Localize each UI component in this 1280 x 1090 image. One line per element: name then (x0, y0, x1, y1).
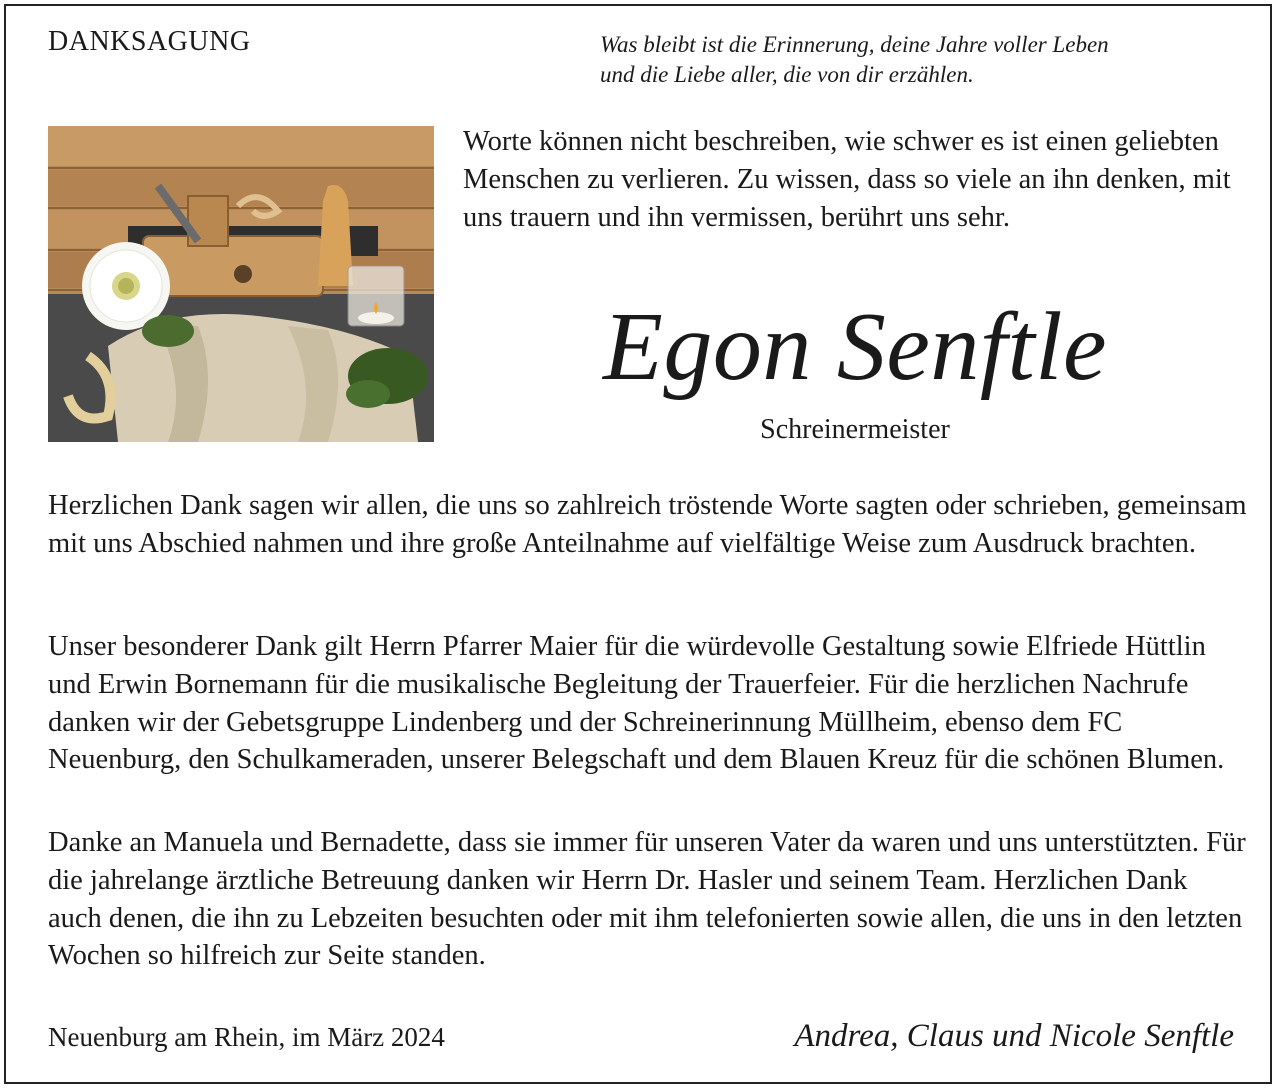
memorial-photo (48, 126, 434, 442)
thanks-paragraph-1: Herzlichen Dank sagen wir allen, die uns so zahlreich tröstende Worte sagten oder schrieben, gemeinsam mit uns Abschied nahmen und ihre große Anteilnahme auf vielfältige Weise zum Ausdruck brachten. (48, 490, 1247, 559)
thanks-paragraph-2: Unser besonderer Dank gilt Herrn Pfarrer Maier für die würdevolle Gestaltung sowie Elfriede Hüttlin und Erwin Bornemann für die musikalische Begleitung der Trauerfeier. Für die herzlichen Nachrufe danken wir der Gebetsgruppe Lindenberg und der Schreinerinnung Müllheim, ebenso dem FC Neuenburg, den Schulkameraden, unserer Belegschaft und dem Blauen Kreuz für die schönen Blumen. (48, 631, 1225, 776)
motto-line-2: und die Liebe aller, die von dir erzählen. (600, 62, 974, 87)
wood-plane-candle-flower-illustration (48, 126, 434, 442)
intro-paragraph: Worte können nicht beschreiben, wie schwer es ist einen geliebten Menschen zu verlieren. Zu wissen, dass so viele an ihn denken, mit uns trauern und ihn vermissen, berührt uns sehr. (463, 126, 1231, 233)
notice-heading: DANKSAGUNG (48, 26, 251, 57)
deceased-occupation: Schreinermeister (760, 414, 950, 445)
deceased-name: Egon Senftle (602, 293, 1108, 401)
place-date: Neuenburg am Rhein, im März 2024 (48, 1022, 445, 1052)
intro-text (463, 123, 1253, 237)
memorial-motto (600, 30, 1240, 90)
thanks-paragraph-3: Danke an Manuela und Bernadette, dass sie immer für unseren Vater da waren und uns unterstützten. Für die jahrelange ärztliche Betreuung danken wir Herrn Dr. Hasler und seinem Team. Herzlichen Dank auch denen, die ihn zu Lebzeiten besuchten oder mit ihm telefonierten sowie allen, die uns in den letzten Wochen so hilfreich zur Seite standen. (48, 827, 1246, 972)
signers: Andrea, Claus und Nicole Senftle (794, 1018, 1234, 1054)
motto-line-1: Was bleibt ist die Erinnerung, deine Jahre voller Leben (600, 32, 1109, 57)
